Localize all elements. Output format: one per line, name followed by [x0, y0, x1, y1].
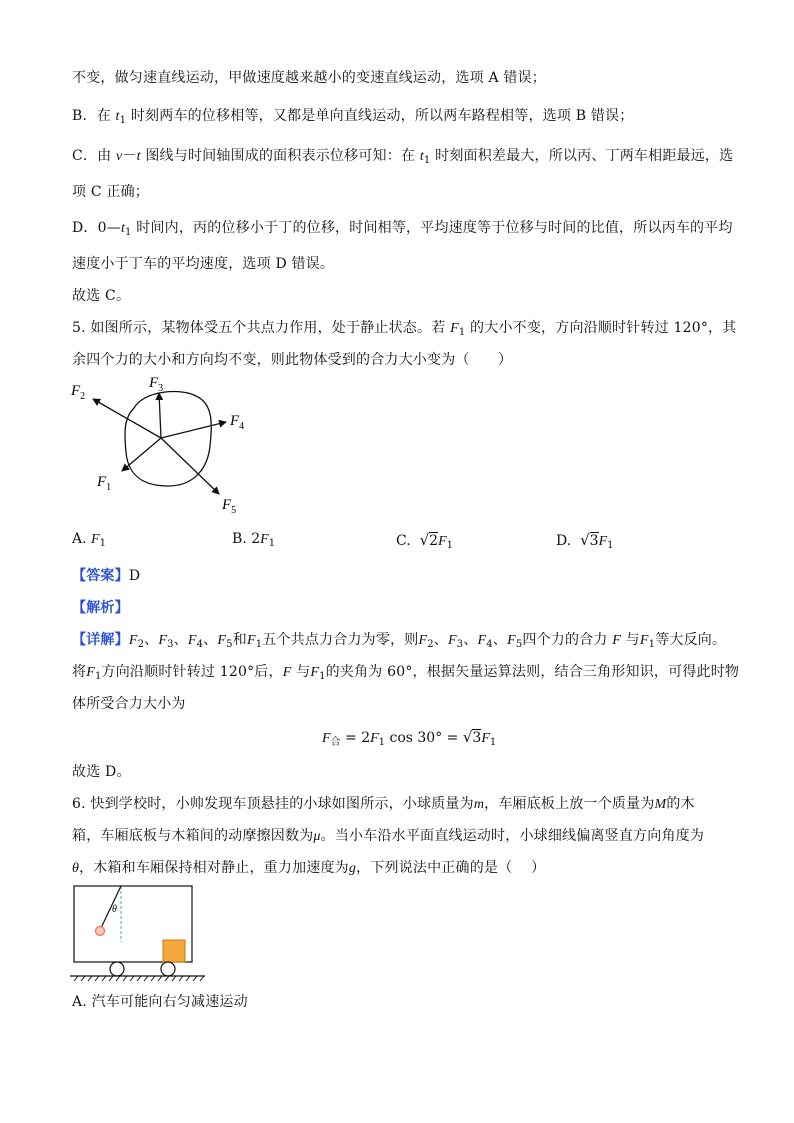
- wheel-right: [161, 962, 175, 976]
- question-6-stem: 箱，车厢底板与木箱间的动摩擦因数为μ。当小车沿水平面直线运动时，小球细线偏离竖直方向角度为: [72, 828, 705, 844]
- analysis-line: 项 C 正确；: [72, 184, 150, 200]
- detail-line: 体所受合力大小为: [72, 696, 186, 712]
- label-f1: $F_1$: [97, 474, 112, 493]
- label-f4: $F_4$: [230, 413, 245, 432]
- label-f2: $F_2$: [71, 383, 86, 402]
- object-outline: [125, 392, 211, 486]
- detail-line: 【详解】$F_2$、$F_3$、$F_4$、$F_5$和$F_1$五个共点力合力为零，则$F_2$、$F_3$、$F_4$、$F_5$四个力的合力 F 与$F_1$等大反向。: [72, 632, 727, 650]
- force-arrow-f2: [93, 399, 161, 438]
- question-5-stem: 余四个力的大小和方向均不变，则此物体受到的合力大小变为（ ）: [72, 352, 513, 368]
- option-d-analysis: D．$0—t_1$ 时间内，丙的位移小于丁的位移，时间相等，平均速度等于位移与时间的比值，所以丙车的平均: [72, 220, 733, 238]
- pendulum-string: [101, 886, 121, 928]
- detail-line: 将$F_1$方向沿顺时针转过 120°后，F 与$F_1$的夹角为 60°，根据矢量运算法则，结合三角形知识，可得此时物: [72, 664, 740, 682]
- force-arrow-f3: [159, 393, 161, 438]
- conclusion-line: 故选 D。: [72, 764, 131, 780]
- option-a[interactable]: A. $F_1$: [72, 531, 106, 549]
- ground-hatching: [74, 976, 204, 981]
- force-arrow-f1: [122, 438, 161, 471]
- option-d[interactable]: D. $√3F_1$: [556, 531, 614, 551]
- question-5-stem: 5. 如图所示，某物体受五个共点力作用，处于静止状态。若 $F_1$ 的大小不变，方向沿顺时针转过 120°，其: [72, 320, 737, 338]
- analysis-heading: 【解析】: [72, 600, 129, 616]
- question-6-stem: θ，木箱和车厢保持相对静止，重力加速度为g，下列说法中正确的是（ ）: [72, 860, 546, 876]
- conclusion-line: 故选 C。: [72, 288, 131, 304]
- theta-label: θ: [112, 904, 117, 915]
- answer-line: 【答案】D: [72, 568, 141, 584]
- cart-diagram: [70, 882, 210, 982]
- wheel-left: [110, 962, 124, 976]
- analysis-line: 不变，做匀速直线运动，甲做速度越来越小的变速直线运动，选项 A 错误；: [72, 70, 547, 86]
- option-b-analysis: B．在 $t_1$ 时刻两车的位移相等，又都是单向直线运动，所以两车路程相等，选项 B 错误；: [72, 108, 634, 126]
- label-f5: $F_5$: [222, 497, 237, 516]
- option-b[interactable]: B. $2F_1$: [232, 531, 276, 549]
- hanging-ball: [96, 927, 105, 936]
- option-c-analysis: C．由 v－t 图线与时间轴围成的面积表示位移可知：在 $t_1$ 时刻面积差最大，所以丙、丁两车相距最远，选: [72, 148, 734, 166]
- question-6-option-a[interactable]: A. 汽车可能向右匀减速运动: [72, 994, 248, 1010]
- analysis-line: 速度小于丁车的平均速度，选项 D 错误。: [72, 256, 335, 272]
- force-diagram: [64, 368, 264, 520]
- resultant-formula: $F_合 = 2F_1$ $\cos 30^\circ = √3F_1$: [322, 728, 497, 748]
- option-c[interactable]: C. $√2F_1$: [396, 531, 453, 551]
- question-6-stem: 6. 快到学校时，小帅发现车顶悬挂的小球如图所示，小球质量为m，车厢底板上放一个质量为M的木: [72, 796, 695, 812]
- label-f3: $F_3$: [149, 375, 164, 394]
- force-arrow-f4: [161, 422, 226, 438]
- wooden-box: [163, 940, 185, 962]
